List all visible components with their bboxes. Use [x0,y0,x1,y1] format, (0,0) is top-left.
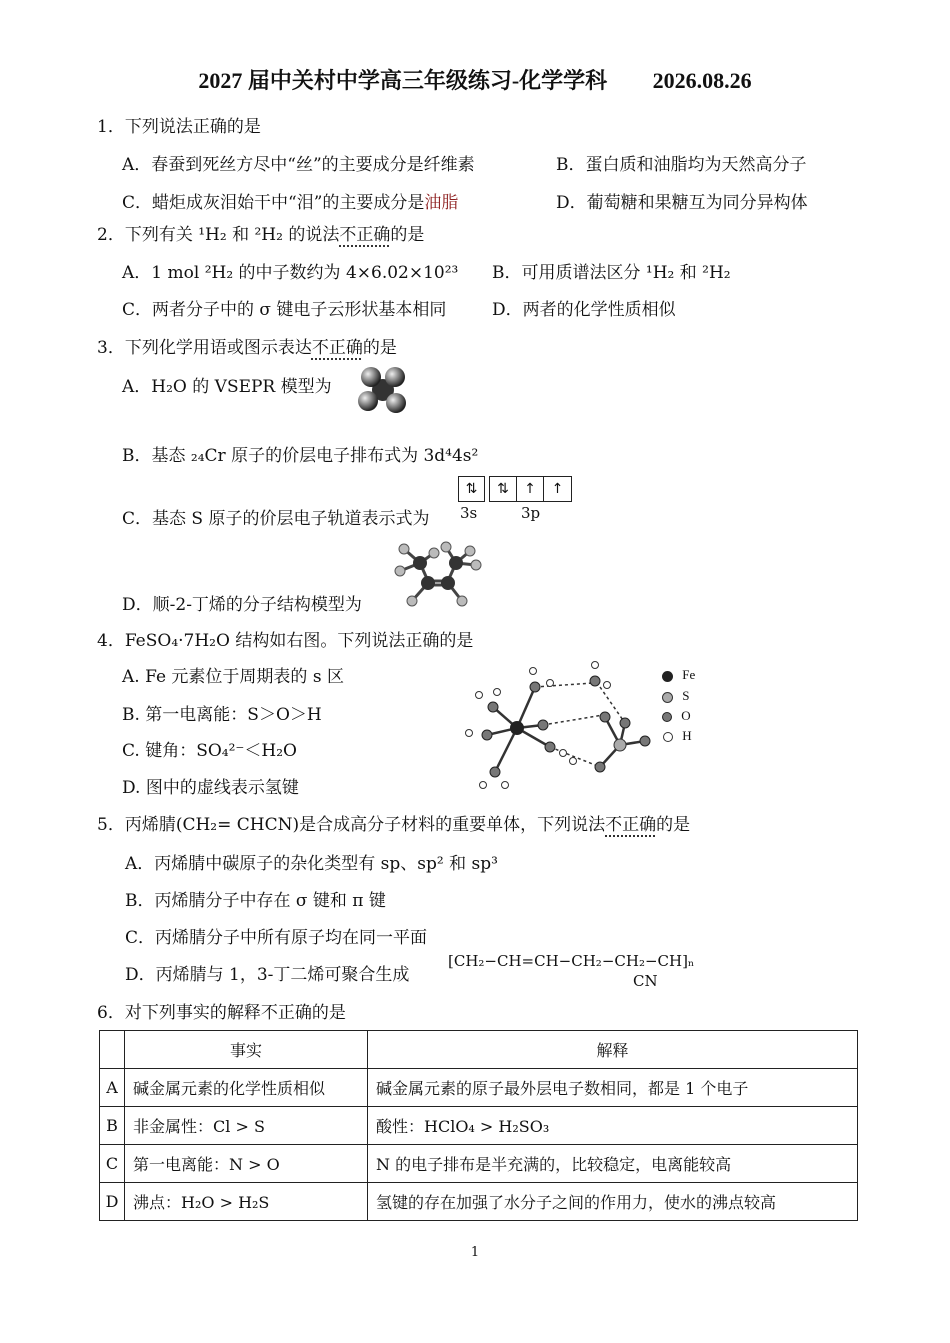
table-cell-fact: 非金属性：Cl > S [125,1107,368,1145]
exam-date: 2026.08.26 [652,68,752,93]
q5-option-c: C．丙烯腈分子中所有原子均在同一平面 [125,928,428,948]
table-row [100,1183,858,1221]
q6-stem: 6．对下列事实的解释不正确的是 [97,1003,346,1023]
table-cell-label: D [100,1183,125,1221]
facts-table [99,1030,858,1221]
q1-option-b: B．蛋白质和油脂均为天然高分子 [556,155,807,175]
q2-option-c: C．两者分子中的 σ 键电子云形状基本相同 [122,300,447,320]
polymer-formula: [CH₂−CH=CH−CH₂−CH₂−CH]ₙ [448,952,695,970]
table-cell-fact: 第一电离能：N > O [125,1145,368,1183]
table-cell-fact: 沸点：H₂O > H₂S [125,1183,368,1221]
q3-stem [97,333,397,358]
q2-stem [97,220,424,245]
q3-option-d: D．顺-2-丁烯的分子结构模型为 [122,595,362,615]
legend-o-label: O [681,708,691,723]
orbital-3p-3: ↑ [551,481,564,497]
table-cell-explanation: 氢键的存在加强了水分子之间的作用力，使水的沸点较高 [368,1183,858,1221]
q3-option-b: B．基态 ₂₄Cr 原子的价层电子排布式为 3d⁴4s² [122,446,479,466]
q1-option-c-red-answer: 油脂 [424,193,459,213]
q3-option-c-text: C．基态 S 原子的价层电子轨道表示式为 [122,509,430,529]
table-cell-explanation: 碱金属元素的原子最外层电子数相同，都是 1 个电子 [368,1069,858,1107]
polymer-cn-branch: CN [633,972,658,990]
orbital-3s-paired: ⇅ [465,481,478,497]
vsepr-model-image [352,363,414,417]
table-cell-label: B [100,1107,125,1145]
legend-h-marker [663,732,673,742]
q2-stem-species: ¹H₂ 和 ²H₂ [198,225,283,245]
q3-stem-pre: 3．下列化学用语或图示表达 [97,338,312,358]
legend-s-label: S [682,688,690,703]
q5-stem-emphasis: 不正确 [605,815,657,835]
orbital-3p-label: 3p [521,504,541,522]
q3-stem-emphasis: 不正确 [311,338,363,358]
table-header-cell: 解释 [368,1031,858,1069]
table-cell-label: A [100,1069,125,1107]
orbital-3s-label: 3s [460,504,478,522]
q5-stem-pre: 5．丙烯腈(CH₂= CHCN)是合成高分子材料的重要单体，下列说法 [97,815,606,835]
q5-option-a: A．丙烯腈中碳原子的杂化类型有 sp、sp² 和 sp³ [125,854,498,874]
q2-option-d: D．两者的化学性质相似 [492,300,676,320]
q4-option-c: C. 键角：SO₄²⁻＜H₂O [122,741,297,761]
orbital-3s-box [458,476,485,502]
q1-stem: 1．下列说法正确的是 [97,117,261,137]
q4-option-b: B. 第一电离能：S＞O＞H [122,705,322,725]
legend-fe-marker [662,671,673,682]
table-header-cell: 事实 [125,1031,368,1069]
q2-option-a: A．1 mol ²H₂ 的中子数约为 4×6.02×10²³ [122,263,459,283]
table-cell-explanation: N 的电子排布是半充满的，比较稳定，电离能较高 [368,1145,858,1183]
table-cell-fact: 碱金属元素的化学性质相似 [125,1069,368,1107]
exam-title: 2027 届中关村中学高三年级练习-化学学科 [198,68,608,93]
legend-o [662,708,691,724]
q5-stem [97,810,690,835]
feso4-structure-image [455,657,665,797]
q5-stem-post: 的是 [656,815,691,835]
table-header-cell [100,1031,125,1069]
q1-option-a: A．春蚕到死丝方尽中“丝”的主要成分是纤维素 [122,155,475,175]
legend-fe [662,667,695,683]
q4-option-a: A. Fe 元素位于周期表的 s 区 [122,667,344,687]
q4-option-d: D. 图中的虚线表示氢键 [122,778,299,798]
q2-stem-post: 的是 [390,225,425,245]
q1-option-c [122,188,458,213]
q2-stem-emphasis: 不正确 [339,225,391,245]
legend-h-label: H [682,728,692,743]
table-header-row [100,1031,858,1069]
q3-option-c [122,504,429,529]
legend-fe-label: Fe [682,667,696,682]
orbital-3p-box [489,476,572,502]
q5-option-d: D．丙烯腈与 1，3-丁二烯可聚合生成 [125,965,410,985]
legend-o-marker [662,712,672,722]
page-number: 1 [470,1245,480,1260]
table-row [100,1069,858,1107]
q4-stem: 4．FeSO₄·7H₂O 结构如右图。下列说法正确的是 [97,631,474,651]
page-title [0,64,950,95]
legend-h [662,728,692,744]
legend-s [662,688,689,704]
table-row [100,1145,858,1183]
table-row [100,1107,858,1145]
q1-option-c-text: C．蜡炬成灰泪始干中“泪”的主要成分是 [122,193,425,213]
q5-option-b: B．丙烯腈分子中存在 σ 键和 π 键 [125,891,386,911]
q3-option-a: A．H₂O 的 VSEPR 模型为 [122,377,332,397]
legend-s-marker [662,692,673,703]
q1-option-d: D．葡萄糖和果糖互为同分异构体 [556,193,808,213]
q2-stem-pre: 2．下列有关 [97,225,199,245]
orbital-3p-1: ⇅ [490,477,517,501]
table-cell-explanation: 酸性：HClO₄ > H₂SO₃ [368,1107,858,1145]
q3-stem-post: 的是 [362,338,397,358]
q2-option-b: B．可用质谱法区分 ¹H₂ 和 ²H₂ [492,263,731,283]
q2-stem-mid: 的说法 [282,225,340,245]
table-cell-label: C [100,1145,125,1183]
cis-butene-model-image [390,535,490,610]
orbital-3p-2: ↑ [517,477,544,501]
